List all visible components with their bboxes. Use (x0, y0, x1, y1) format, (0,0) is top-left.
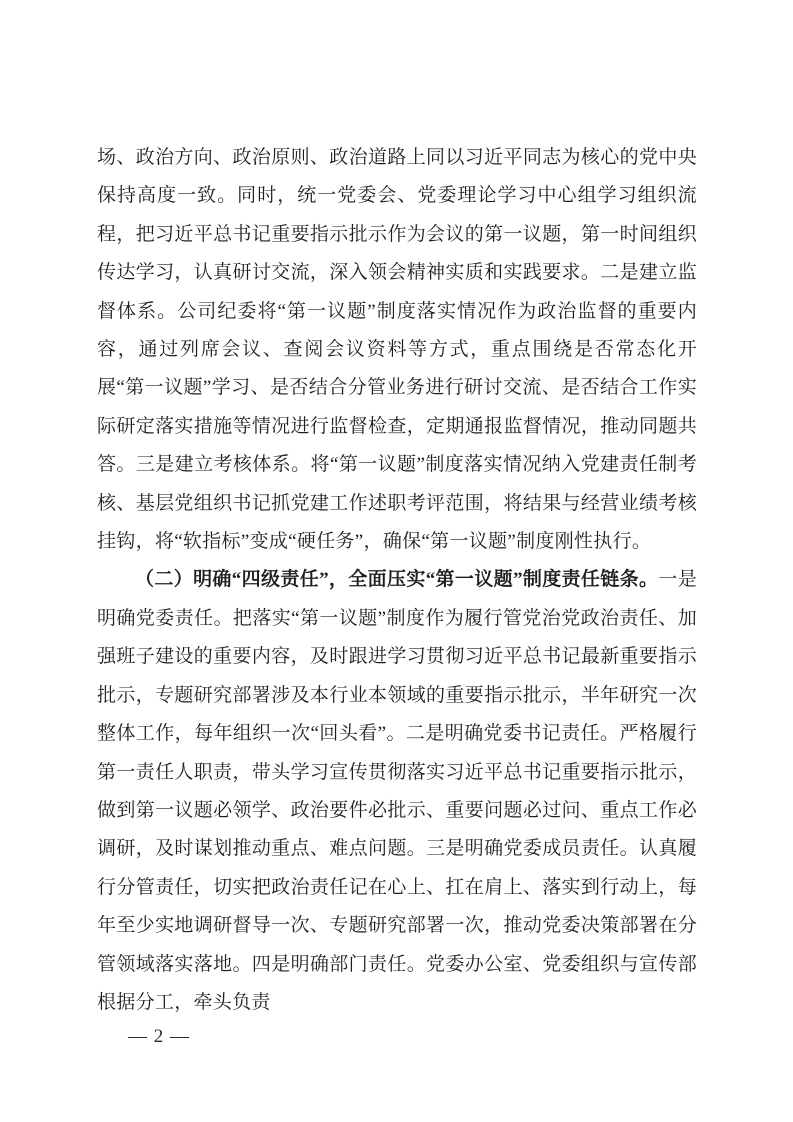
paragraph-text: 场、政治方向、政治原则、政治道路上同以习近平同志为核心的党中央保持高度一致。同时，统一党委会、党委理论学习中心组学习组织流程，把习近平总书记重要指示批示作为会议的第一议题，第一时间组织传达学习，认真研讨交流，深入领会精神实质和实践要求。二是建立监督体系。公司纪委将“第一议题”制度落实情况作为政治监督的重要内容，通过列席会议、查阅会议资料等方式，重点围绕是否常态化开展“第一议题”学习、是否结合分管业务进行研讨交流、是否结合工作实际研定落实措施等情况进行监督检查，定期通报监督情况，推动同题共答。三是建立考核体系。将“第一议题”制度落实情况纳入党建责任制考核、基层党组织书记抓党建工作述职考评范围，将结果与经营业绩考核挂钩，将“软指标”变成“硬任务”，确保“第一议题”制度刚性执行。 (97, 147, 697, 553)
document-body (97, 139, 697, 1022)
page-number: — 2 — (128, 1026, 190, 1047)
paragraph-text: 一是明确党委责任。把落实“第一议题”制度作为履行管党治党政治责任、加强班子建设的重要内容，及时跟进学习贯彻习近平总书记最新重要指示批示，专题研究部署涉及本行业本领域的重要指示批示，半年研究一次整体工作，每年组织一次“回头看”。二是明确党委书记责任。严格履行第一责任人职责，带头学习宣传贯彻落实习近平总书记重要指示批示，做到第一议题必领学、政治要件必批示、重要问题必过问、重点工作必调研，及时谋划推动重点、难点问题。三是明确党委成员责任。认真履行分管责任，切实把政治责任记在心上、扛在肩上、落实到行动上，每年至少实地调研督导一次、专题研究部署一次，推动党委决策部署在分管领域落实落地。四是明确部门责任。党委办公室、党委组织与宣传部根据分工，牵头负责 (97, 569, 698, 1013)
paragraph (97, 139, 697, 561)
paragraph-heading-text: （二）明确“四级责任”，全面压实“第一议题”制度责任链条。 (135, 569, 659, 591)
paragraph (97, 561, 697, 1022)
